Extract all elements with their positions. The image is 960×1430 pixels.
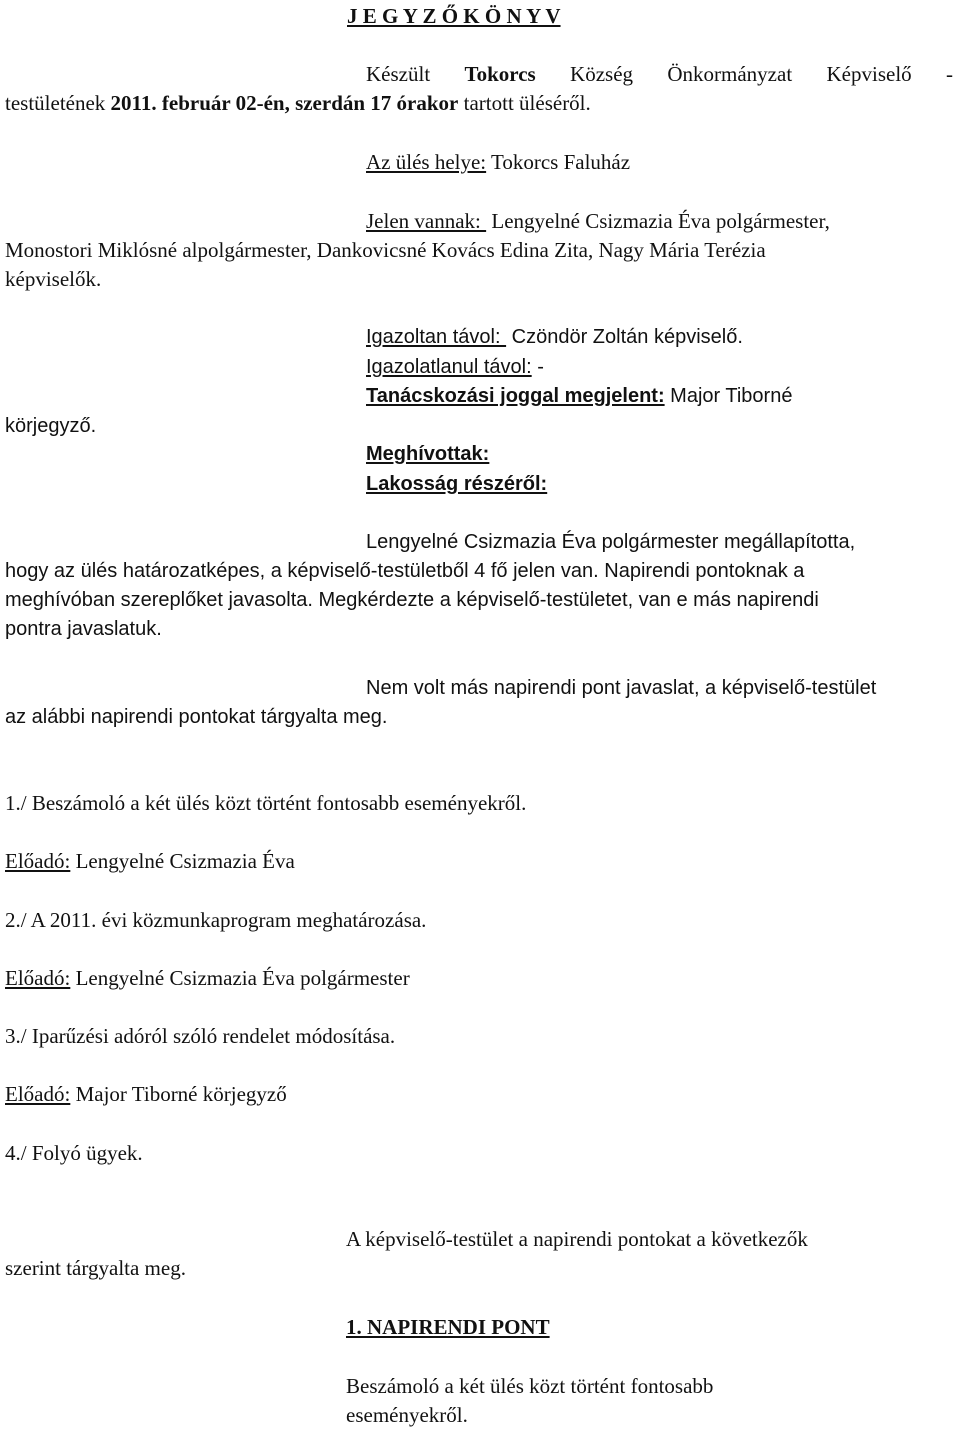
closing-line-1: A képviselő-testület a napirendi pontokat a következők (346, 1227, 808, 1251)
presenter-label: Előadó: (5, 966, 71, 990)
agenda-item-4-title: 4./ Folyó ügyek. (5, 1141, 143, 1165)
present-line-3: képviselők. (5, 267, 102, 291)
present-label: Jelen vannak: (366, 209, 487, 233)
intro-body: Község Önkormányzat Képviselő - (570, 62, 953, 86)
para2-line-2: az alábbi napirendi pontokat tárgyalta meg. (5, 706, 388, 728)
para1-line-2: hogy az ülés határozatképes, a képviselő-testületből 4 fő jelen van. Napirendi pontoknak a (5, 560, 805, 582)
intro-line-1 (366, 62, 953, 86)
section-1-text-line-2: eseményekről. (346, 1403, 468, 1427)
advisory-label: Tanácskozási joggal megjelent: (366, 385, 665, 407)
absent-unexcused (366, 355, 544, 379)
agenda-item-1-title: 1./ Beszámoló a két ülés közt történt fontosabb eseményekről. (5, 791, 527, 815)
present-line-1 (366, 209, 830, 233)
para1-line-1: Lengyelné Csizmazia Éva polgármester megállapította, (366, 531, 856, 553)
advisory-attendee (366, 384, 792, 408)
intro-line-2 (5, 91, 591, 115)
absent-excused-label: Igazoltan távol: (366, 326, 507, 348)
presenter-label: Előadó: (5, 1082, 71, 1106)
agenda-item-3-title: 3./ Iparűzési adóról szóló rendelet módosítása. (5, 1024, 396, 1048)
place-value: Tokorcs Faluház (491, 150, 631, 174)
presenter-label: Előadó: (5, 849, 71, 873)
presenter-name: Lengyelné Csizmazia Éva (75, 849, 295, 873)
agenda-item-1-presenter (5, 849, 295, 873)
closing-line-2: szerint tárgyalta meg. (5, 1256, 186, 1280)
public-label: Lakosság részéről: (366, 473, 548, 495)
document-title: J E G Y Z Ő K Ö N Y V (347, 4, 561, 28)
absent-unexcused-label: Igazolatlanul távol: (366, 356, 532, 378)
meeting-place (366, 150, 630, 174)
intro-body-board: testületének (5, 91, 106, 115)
place-label: Az ülés helye: (366, 150, 487, 174)
intro-village: Tokorcs (464, 62, 536, 86)
agenda-item-2-presenter (5, 966, 410, 990)
agenda-item-3-presenter (5, 1082, 287, 1106)
para2-line-1: Nem volt más napirendi pont javaslat, a képviselő-testület (366, 677, 877, 699)
absent-excused (366, 325, 743, 349)
invited-label: Meghívottak: (366, 443, 490, 465)
absent-unexcused-value: - (537, 356, 544, 378)
presenter-name: Major Tiborné körjegyző (75, 1082, 287, 1106)
para1-line-4: pontra javaslatuk. (5, 618, 162, 640)
advisory-title: körjegyző. (5, 415, 97, 437)
section-1-text-line-1: Beszámoló a két ülés közt történt fontosabb (346, 1374, 714, 1398)
absent-excused-value: Czöndör Zoltán képviselő. (511, 326, 743, 348)
section-1-heading: 1. NAPIRENDI PONT (346, 1315, 550, 1339)
intro-held: tartott üléséről. (463, 91, 591, 115)
presenter-name: Lengyelné Csizmazia Éva polgármester (75, 966, 410, 990)
meeting-datetime: 2011. február 02-én, szerdán 17 órakor (110, 91, 459, 115)
advisory-value: Major Tiborné (670, 385, 793, 407)
present-line-2: Monostori Miklósné alpolgármester, Dankovicsné Kovács Edina Zita, Nagy Mária Terézia (5, 238, 766, 262)
para1-line-3: meghívóban szereplőket javasolta. Megkérdezte a képviselő-testületet, van e más napirendi (5, 589, 819, 611)
present-value-1: Lengyelné Csizmazia Éva polgármester, (491, 209, 830, 233)
intro-made: Készült (366, 62, 431, 86)
agenda-item-2-title: 2./ A 2011. évi közmunkaprogram meghatározása. (5, 908, 427, 932)
